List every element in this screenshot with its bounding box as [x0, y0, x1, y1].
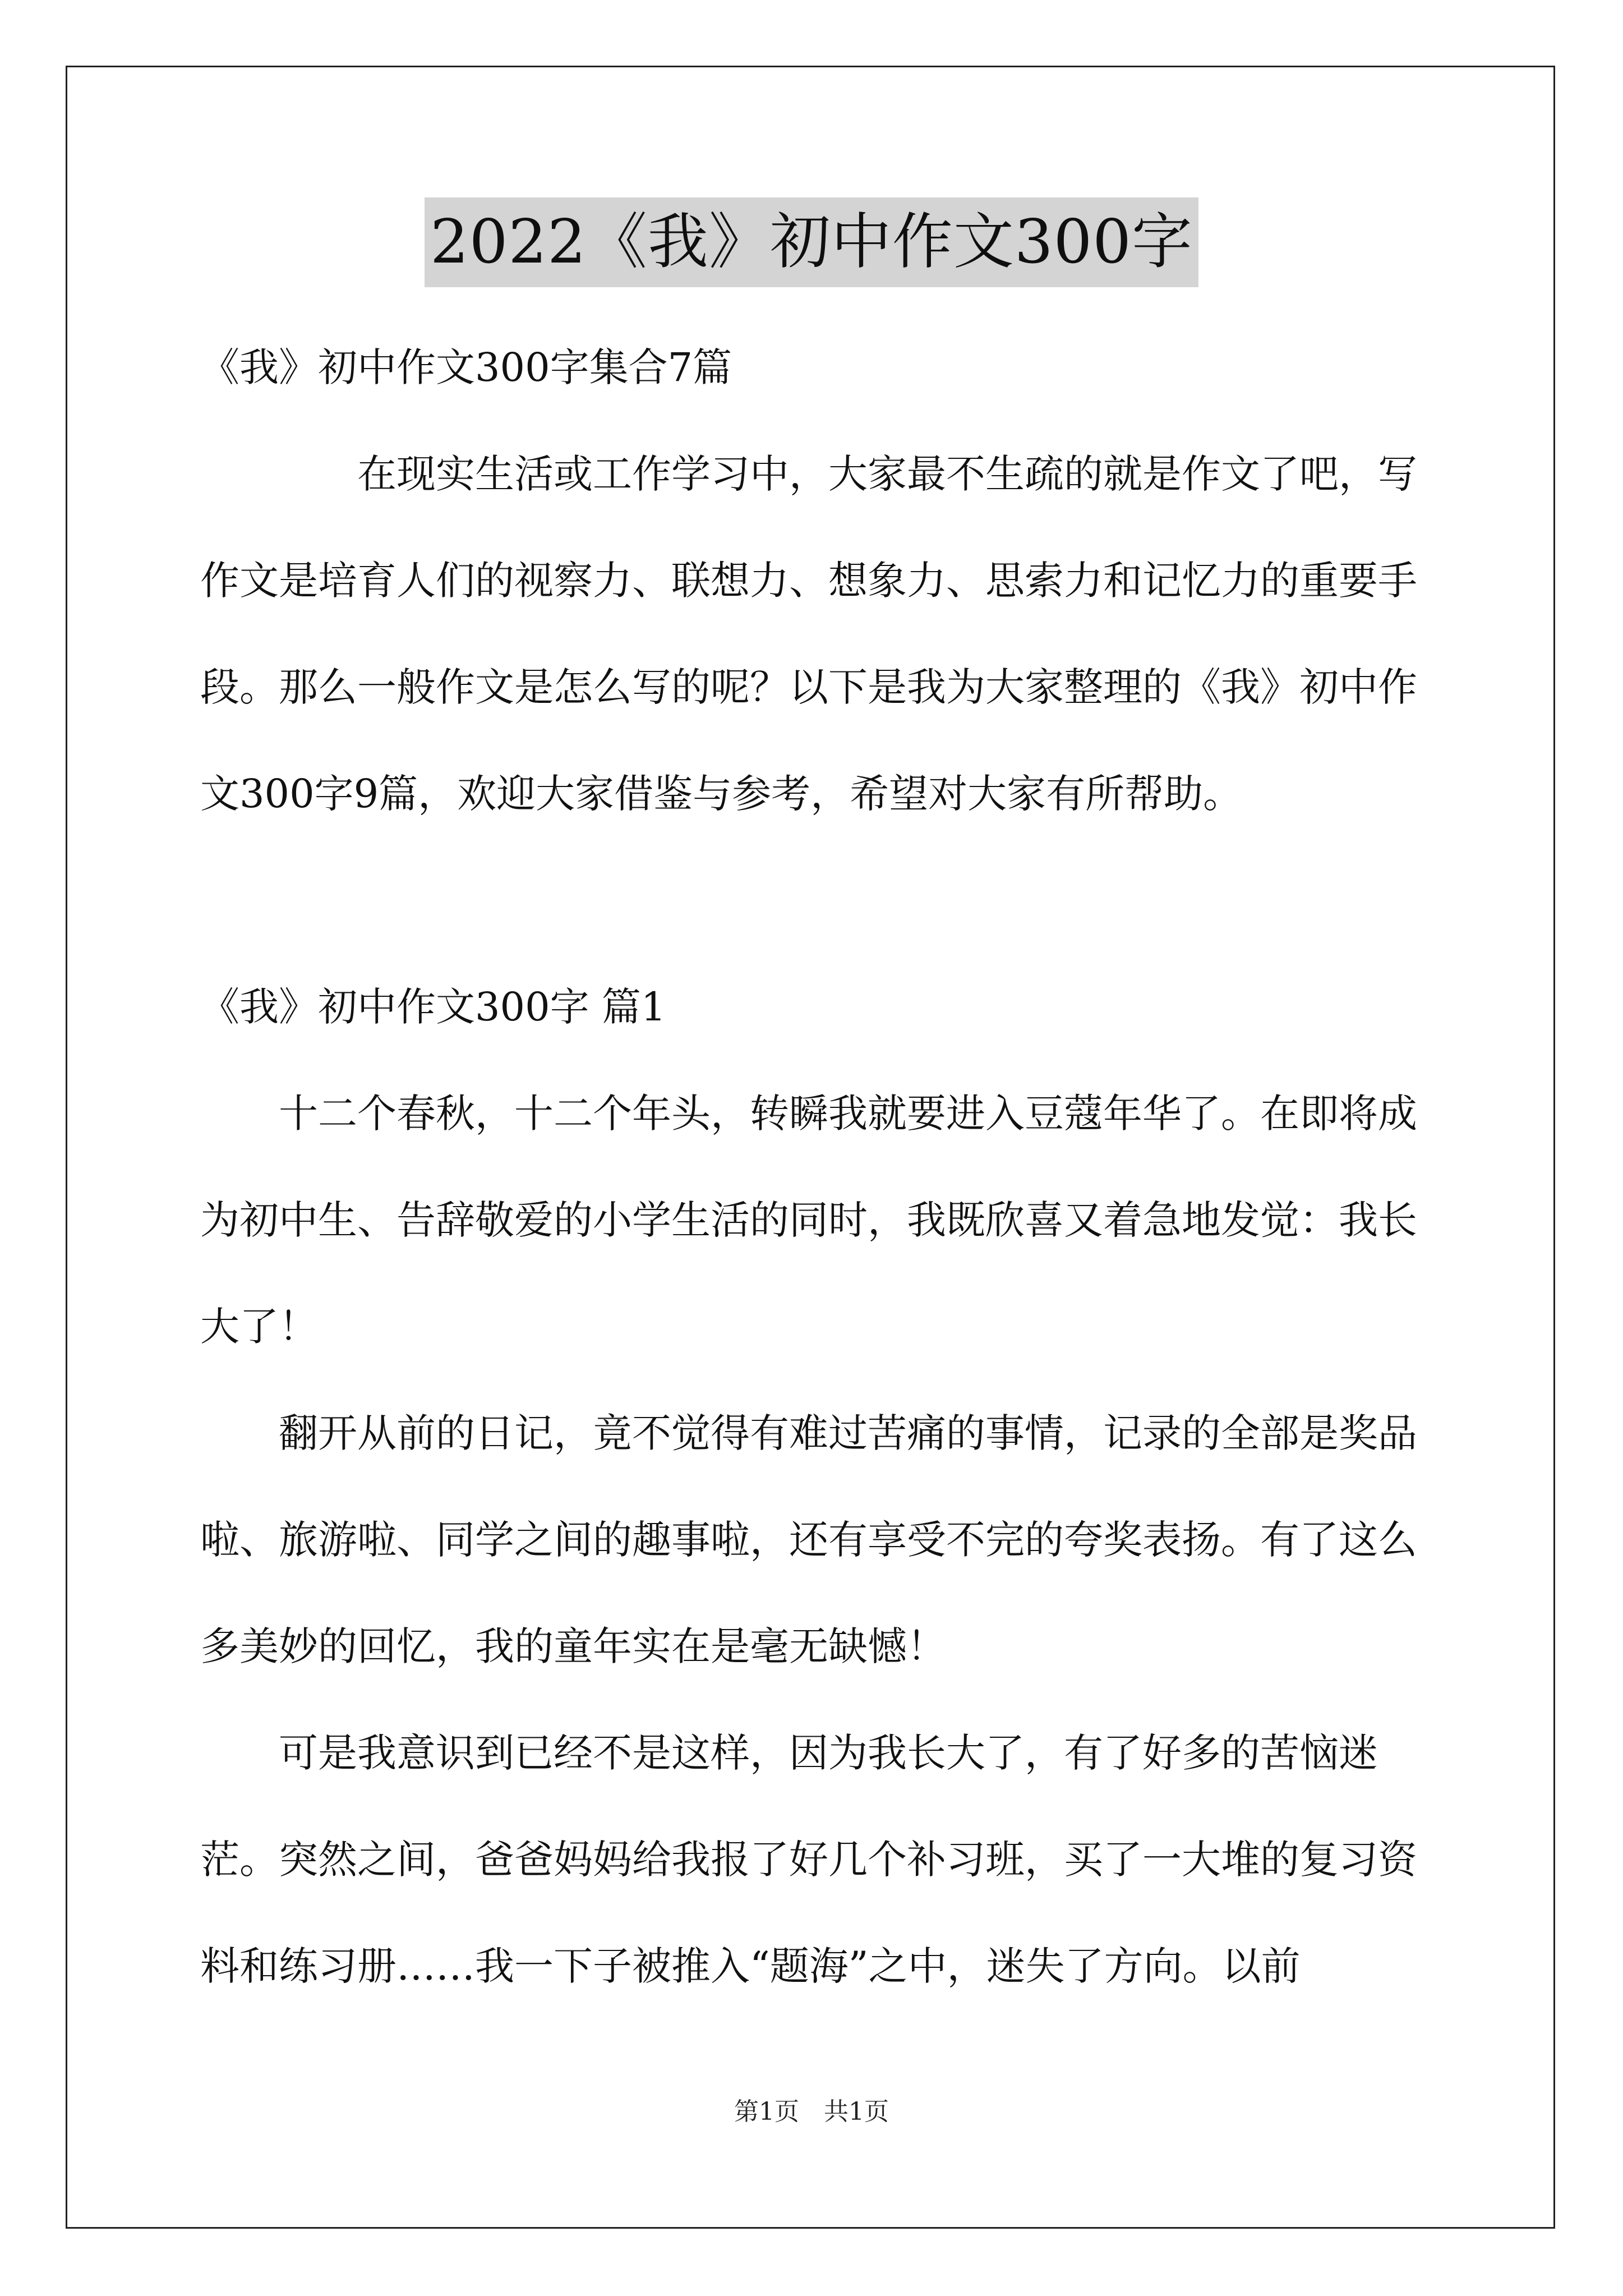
essay-paragraph-1: 十二个春秋，十二个年头，转瞬我就要进入豆蔻年华了。在即将成为初中生、告辞敬爱的小学生活的同时，我既欣喜又着急地发觉：我长大了！ — [200, 1091, 1417, 1350]
title-container — [0, 197, 1623, 287]
page-footer: 第1页 共1页 — [734, 2097, 889, 2126]
collection-subtitle: 《我》初中作文300字集合7篇 — [200, 344, 732, 390]
intro-paragraph: 在现实生活或工作学习中，大家最不生疏的就是作文了吧，写作文是培育人们的视察力、联想力、想象力、思索力和记忆力的重要手段。那么一般作文是怎么写的呢？以下是我为大家整理的《我》初中作文300字9篇，欢迎大家借鉴与参考，希望对大家有所帮助。 — [200, 451, 1417, 817]
section-heading: 《我》初中作文300字 篇1 — [200, 984, 666, 1030]
essay-paragraph-3: 可是我意识到已经不是这样，因为我长大了，有了好多的苦恼迷茫。突然之间，爸爸妈妈给我报了好几个补习班，买了一大堆的复习资料和练习册……我一下子被推入“题海”之中，迷失了方向。以前 — [200, 1730, 1417, 1989]
document-body — [200, 314, 1434, 2019]
document-title: 2022《我》初中作文300字 — [425, 197, 1198, 287]
section-spacer — [200, 847, 1434, 954]
essay-paragraph-2: 翻开从前的日记，竟不觉得有难过苦痛的事情，记录的全部是奖品啦、旅游啦、同学之间的趣事啦，还有享受不完的夸奖表扬。有了这么多美妙的回忆，我的童年实在是毫无缺憾！ — [200, 1410, 1417, 1669]
